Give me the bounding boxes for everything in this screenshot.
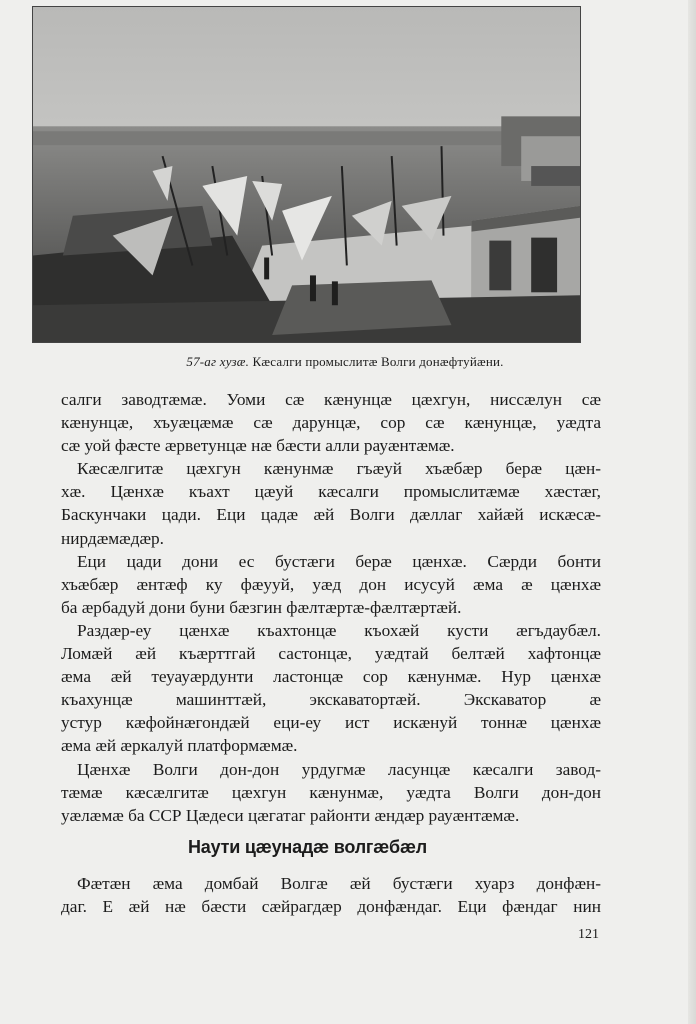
text-line: нирдæмæдæр. bbox=[61, 528, 164, 548]
text-line: уæлæмæ ба ССР Цæдеси цæгатаг районти æндæр рауæнтæмæ. bbox=[61, 805, 520, 825]
text-line: Баскунчаки цади. Еци цадæ æй Волги дæллаг хайæй искæсæ- bbox=[61, 505, 601, 525]
harbor-photo-image bbox=[33, 7, 580, 342]
caption-text: Кæсалги промыслитæ Волги донæфтуйæни. bbox=[252, 354, 504, 369]
text-line: устур кæфойнæгондæй еци-еу ист искæнуй тоннæ цæнхæ bbox=[61, 713, 601, 733]
page-number: 121 bbox=[578, 927, 599, 942]
page-edge bbox=[688, 0, 696, 1024]
section-heading: Наути цæунадæ волгæбæл bbox=[188, 837, 427, 857]
text-line: æма æй æркалуй платформæмæ. bbox=[61, 736, 298, 756]
paragraph bbox=[61, 388, 601, 457]
text-line: хъæбæр æнтæф ку фæууй, уæд дон исусуй æма æ цæнхæ bbox=[61, 574, 601, 594]
harbor-photo bbox=[32, 6, 581, 343]
final-paragraph bbox=[61, 872, 601, 918]
text-line: æма æй теуауæрдунти ластонцæ сор кæнунмæ. Нур цæнхæ bbox=[61, 667, 601, 687]
text-line: Ломæй æй къæрттгай састонцæ, уæдтай белтæй хафтонцæ bbox=[61, 644, 601, 664]
text-line: ба æрбадуй дони буни бæзгин фæлтæртæ-фæлтæртæй. bbox=[61, 597, 462, 617]
paragraph bbox=[61, 758, 601, 827]
photo-caption bbox=[0, 354, 690, 370]
text-line: салги заводтæмæ. Уоми сæ кæнунцæ цæхгун, ниссæлун сæ bbox=[61, 390, 601, 409]
text-line: даг. Е æй нæ бæсти сæйрагдæр донфæндаг. Еци фæндаг нин bbox=[61, 897, 601, 917]
caption-label: 57-аг хузæ. bbox=[186, 354, 250, 369]
text-line: Фæтæн æма домбай Волгæ æй бустæги хуарз донфæн- bbox=[77, 874, 601, 893]
text-line: Цæнхæ Волги дон-дон урдугмæ ласунцæ кæсалги завод- bbox=[77, 759, 601, 779]
text-line: къахунцæ машинттæй, экскаватортæй. Экскаватор æ bbox=[61, 690, 601, 710]
body-text bbox=[61, 388, 601, 827]
text-line: сæ уой фæсте æрветунцæ нæ бæсти алли рауæнтæмæ. bbox=[61, 436, 455, 456]
text-line: Еци цади дони ес бустæги берæ цæнхæ. Сæрди бонти bbox=[77, 551, 601, 571]
paragraph bbox=[61, 457, 601, 549]
paragraph bbox=[61, 619, 601, 758]
text-line: хæ. Цæнхæ къахт цæуй кæсалги промыслитæмæ хæстæг, bbox=[61, 482, 601, 502]
text-line: кæнунцæ, хъуæцæмæ сæ дарунцæ, сор сæ кæнунцæ, уæдта bbox=[61, 413, 601, 433]
text-line: Раздæр-еу цæнхæ къахтонцæ къохæй кусти æгъдаубæл. bbox=[77, 620, 601, 640]
paragraph bbox=[61, 550, 601, 619]
text-line: Кæсæлгитæ цæхгун кæнунмæ гъæуй хъæбæр берæ цæн- bbox=[77, 459, 601, 479]
text-line: тæмæ кæсæлгитæ цæхгун кæнунмæ, уæдта Волги дон-дон bbox=[61, 782, 601, 802]
